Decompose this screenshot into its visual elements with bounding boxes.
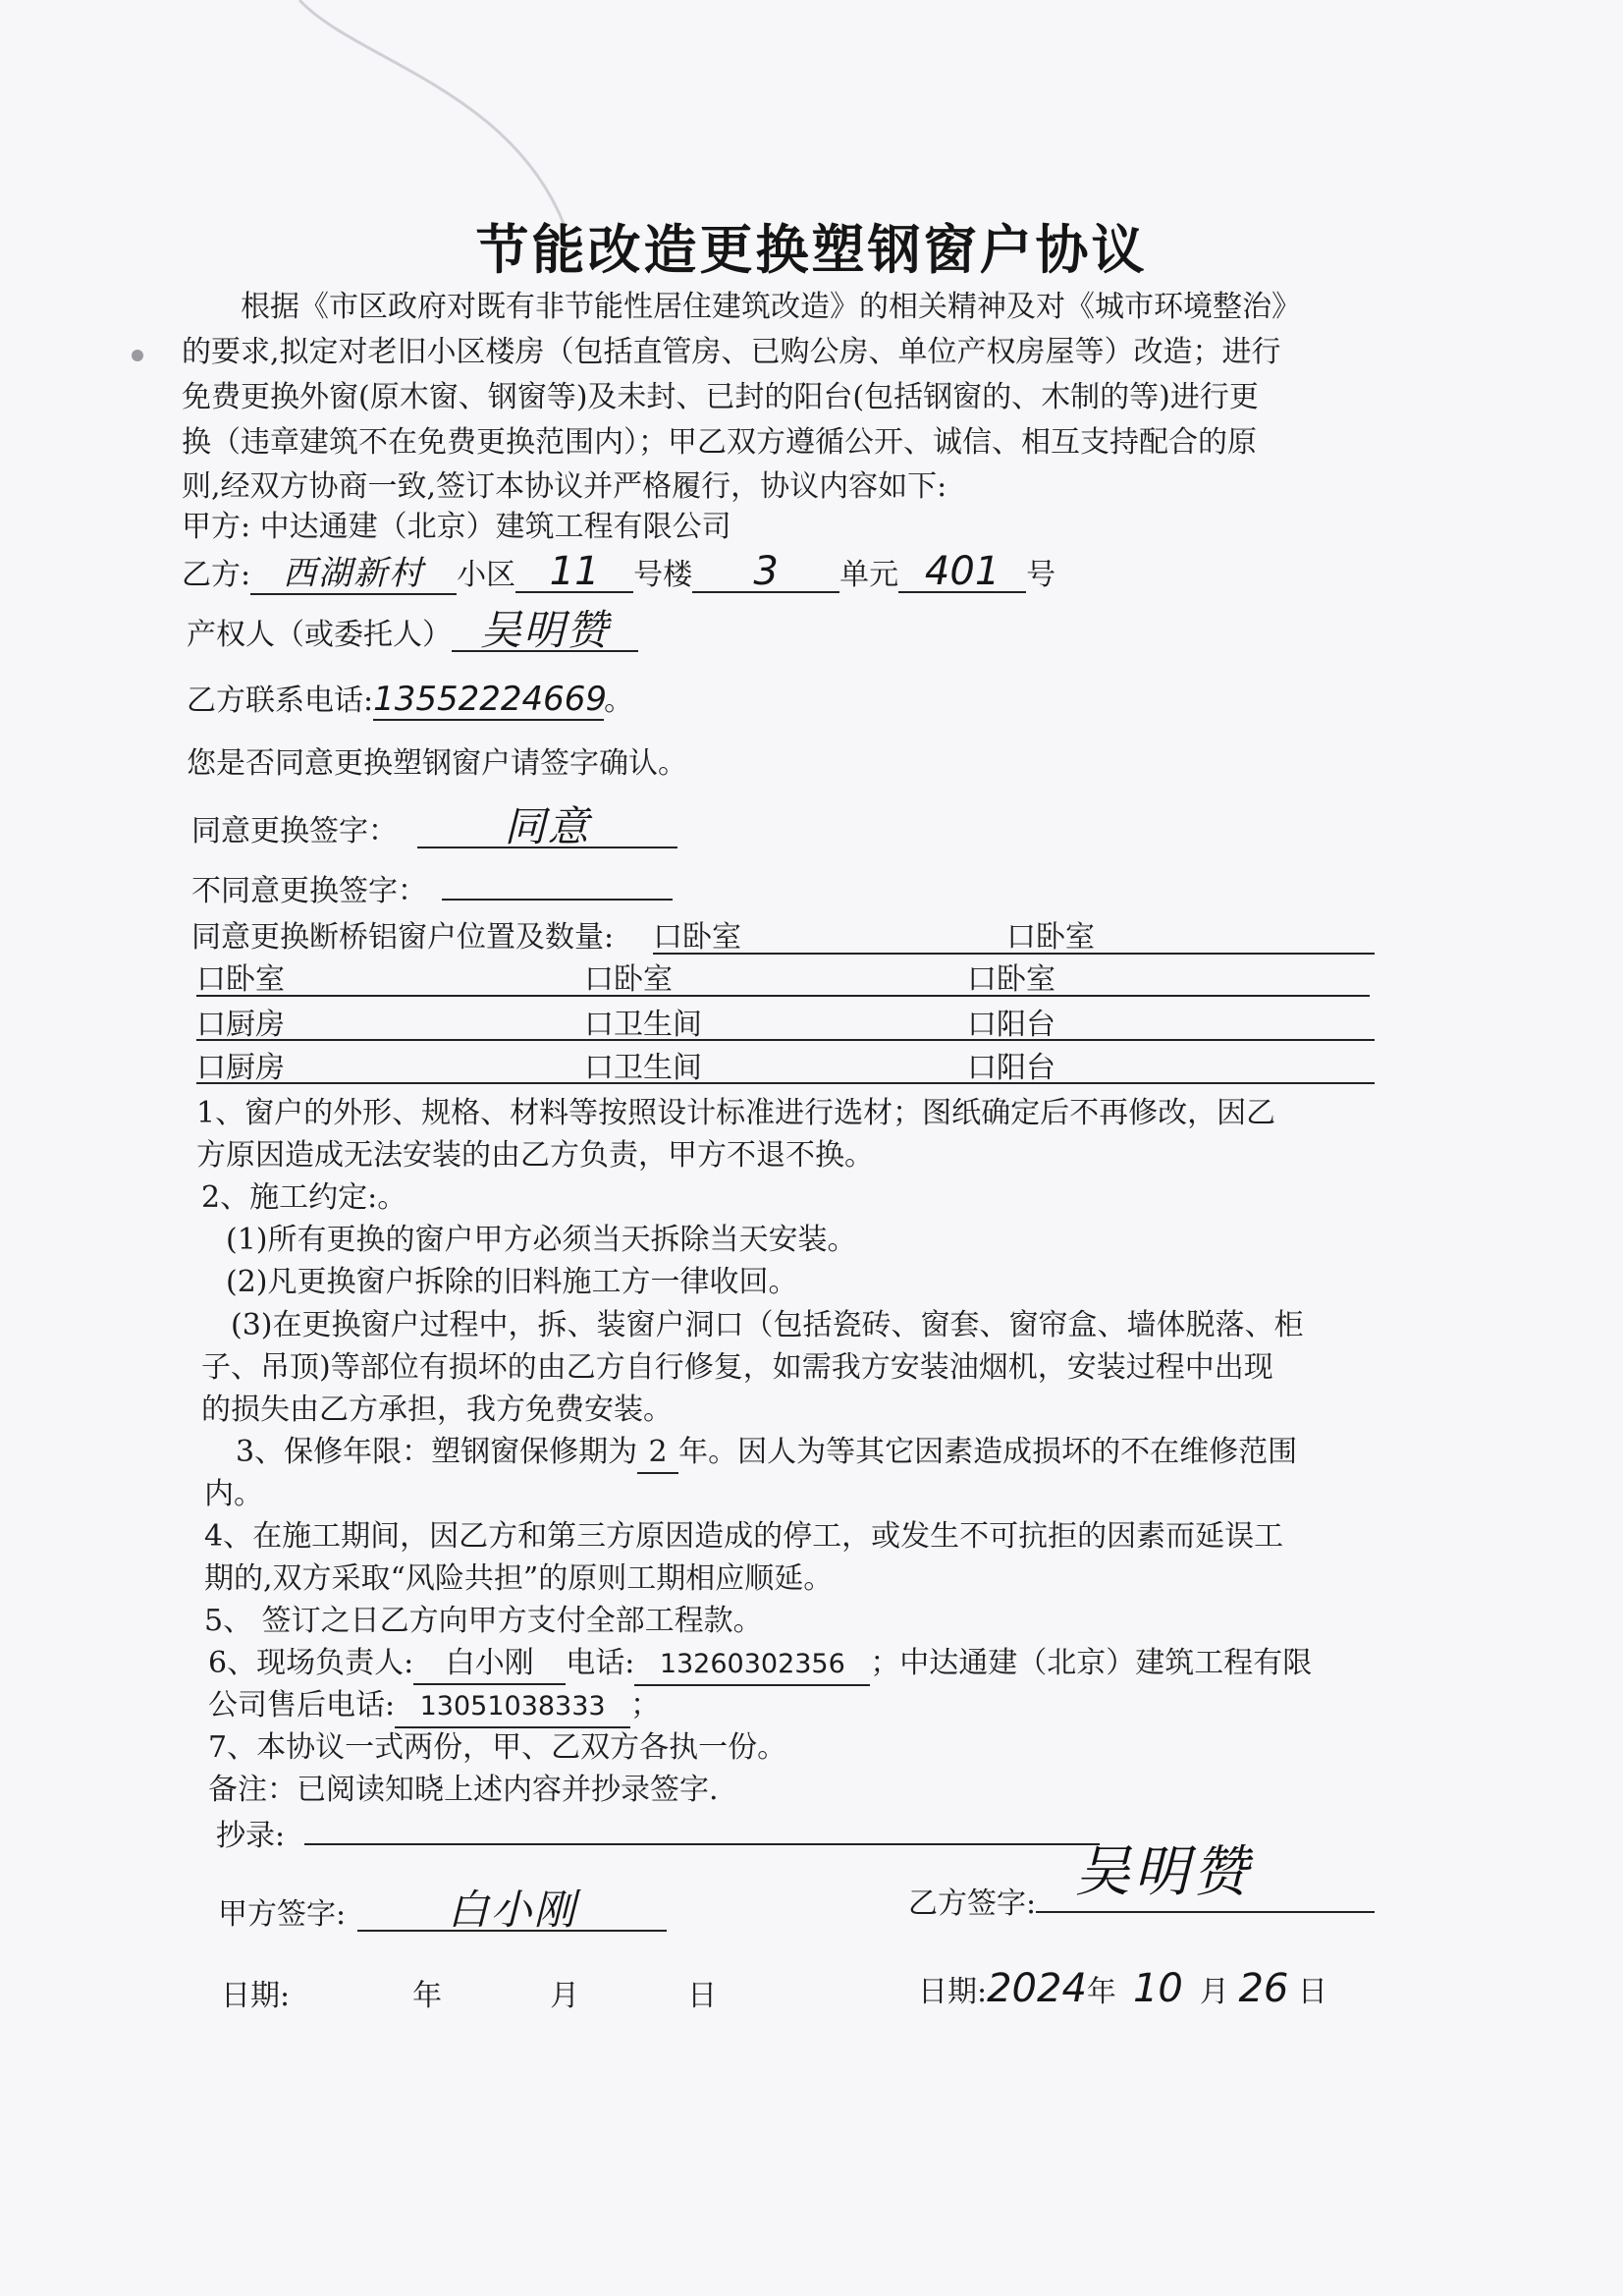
term-2-2: (2)凡更换窗户拆除的旧料施工方一律收回。 (226, 1265, 798, 1299)
owner-field[interactable]: 吴明赞 (452, 611, 638, 652)
windows-header-label: 同意更换断桥铝窗户位置及数量: (191, 920, 615, 955)
windows-checkbox[interactable]: 口卧室 (584, 962, 673, 997)
building-field[interactable]: 11 (515, 552, 633, 593)
agree-line (191, 802, 677, 851)
party-a-line (182, 508, 731, 547)
party-b-date-day-value[interactable]: 26 (1238, 1966, 1289, 2011)
windows-checkbox[interactable]: 口厨房 (196, 1008, 285, 1042)
party-a-date-line (221, 1977, 717, 2016)
owner-line (187, 606, 638, 655)
disagree-line (191, 869, 673, 911)
after-sales-label: 公司售后电话: (208, 1688, 396, 1722)
term-3-suffix: 年。因人为等其它因素造成损坏的不在维修范围 (678, 1435, 1298, 1469)
unit-suffix: 单元 (839, 558, 899, 592)
term-6-prefix: 6、现场负责人: (208, 1646, 414, 1680)
party-b-date-line (918, 1966, 1327, 2012)
disagree-signature-field[interactable] (442, 869, 673, 901)
intro-line-5: 则,经双方协商一致,签订本协议并严格履行，协议内容如下: (182, 469, 947, 504)
room-field[interactable]: 401 (898, 552, 1026, 593)
term-7: 7、本协议一式两份，甲、乙双方各执一份。 (208, 1730, 787, 1765)
intro-line-2: 的要求,拟定对老旧小区楼房（包括直管房、已购公房、单位产权房屋等）改造；进行 (182, 335, 1281, 369)
intro-line-4: 换（违章建筑不在免费更换范围内）；甲乙双方遵循公开、诚信、相互支持配合的原 (182, 425, 1257, 460)
windows-checkbox[interactable]: 口卧室 (653, 920, 741, 955)
party-a-signature-label: 甲方签字: (218, 1897, 347, 1932)
phone-line (187, 680, 633, 721)
windows-checkbox[interactable]: 口厨房 (196, 1051, 285, 1085)
party-b-date-year-value[interactable]: 2024 (987, 1966, 1087, 2011)
party-b-signature-handwriting: 吴明赞 (1075, 1840, 1252, 1904)
windows-checkbox[interactable]: 口阳台 (967, 1051, 1055, 1085)
windows-checkbox[interactable]: 口卧室 (196, 962, 285, 997)
owner-label: 产权人（或委托人） (187, 618, 452, 652)
copy-label: 抄录: (216, 1819, 286, 1853)
room-suffix: 号 (1026, 558, 1056, 592)
windows-checkbox[interactable]: 口卧室 (1006, 920, 1095, 955)
party-a-name: 中达通建（北京）建筑工程有限公司 (259, 510, 731, 544)
table-rule (196, 995, 1370, 997)
party-b-date-day: 日 (1297, 1975, 1327, 2009)
term-2: 2、施工约定:。 (201, 1180, 407, 1215)
party-a-signature-field[interactable]: 白小刚 (357, 1890, 667, 1932)
term-2-1: (1)所有更换的窗户甲方必须当天拆除当天安装。 (226, 1223, 857, 1257)
term-2-3-line-2: 子、吊顶)等部位有损坏的由乙方自行修复，如需我方安装油烟机，安装过程中出现 (201, 1350, 1273, 1385)
phone-field[interactable]: 13552224669 (373, 680, 608, 719)
windows-checkbox[interactable]: 口阳台 (967, 1008, 1055, 1042)
term-1-line-1: 1、窗户的外形、规格、材料等按照设计标准进行选材；图纸确定后不再修改，因乙 (196, 1096, 1276, 1130)
party-b-date-month-value[interactable]: 10 (1132, 1966, 1183, 2011)
copy-line (216, 1814, 1100, 1856)
term-6-line-2 (208, 1686, 660, 1728)
warranty-years-field[interactable]: 2 (637, 1433, 678, 1474)
intro-line-3: 免费更换外窗(原木窗、钢窗等)及未封、已封的阳台(包括钢窗的、木制的等)进行更 (182, 380, 1259, 414)
table-rule (196, 1039, 1375, 1041)
site-phone-label: 电话: (566, 1646, 635, 1680)
party-b-date-month: 月 (1199, 1975, 1229, 2009)
term-4-line-1: 4、在施工期间，因乙方和第三方原因造成的停工，或发生不可抗拒的因素而延误工 (204, 1519, 1284, 1554)
party-b-date-label: 日期: (918, 1975, 988, 2009)
term-3-prefix: 3、保修年限：塑钢窗保修期为 (236, 1435, 638, 1469)
community-suffix: 小区 (457, 558, 516, 592)
term-2-3-line-1: (3)在更换窗户过程中，拆、装窗户洞口（包括瓷砖、窗套、窗帘盒、墙体脱落、柜 (231, 1308, 1304, 1342)
agree-label: 同意更换签字： (191, 814, 398, 848)
unit-field[interactable]: 3 (692, 552, 839, 593)
party-a-label: 甲方: (182, 510, 260, 544)
community-field[interactable]: 西湖新村 (250, 554, 457, 595)
after-sales-end: ； (630, 1688, 661, 1722)
term-5: 5、 签订之日乙方向甲方支付全部工程款。 (204, 1604, 763, 1638)
windows-checkbox[interactable]: 口卫生间 (584, 1051, 702, 1085)
document-title: 节能改造更换塑钢窗户协议 (475, 219, 1148, 281)
term-6-line-1 (208, 1644, 1312, 1686)
party-b-label: 乙方: (182, 558, 251, 592)
party-a-signature-line (218, 1886, 667, 1935)
windows-checkbox[interactable]: 口卫生间 (584, 1008, 702, 1042)
party-a-date-label: 日期: (221, 1979, 291, 2013)
party-b-date-year: 年 (1086, 1975, 1116, 2009)
after-sales-phone-field[interactable]: 13051038333 (395, 1687, 630, 1728)
building-suffix: 号楼 (633, 558, 693, 592)
windows-checkbox[interactable]: 口卧室 (967, 962, 1055, 997)
term-6-suffix: ；中达通建（北京）建筑工程有限 (870, 1646, 1313, 1680)
table-rule (196, 1082, 1375, 1084)
note-line: 备注：已阅读知晓上述内容并抄录签字. (208, 1773, 719, 1807)
term-3-line-1 (236, 1433, 1297, 1474)
party-b-signature-label: 乙方签字: (908, 1886, 1037, 1921)
site-phone-field[interactable]: 13260302356 (634, 1645, 870, 1686)
table-rule (653, 953, 1375, 955)
party-a-date-month: 月 (550, 1979, 580, 2013)
phone-label: 乙方联系电话: (187, 683, 374, 718)
term-2-3-line-3: 的损失由乙方承担，我方免费安装。 (201, 1393, 673, 1427)
party-a-date-year: 年 (412, 1979, 443, 2013)
term-1-line-2: 方原因造成无法安装的由乙方负责，甲方不退不换。 (196, 1138, 874, 1173)
intro-line-1: 根据《市区政府对既有非节能性居住建筑改造》的相关精神及对《城市环境整治》 (241, 290, 1301, 324)
party-a-date-day: 日 (687, 1979, 718, 2013)
consent-question: 您是否同意更换塑钢窗户请签字确认。 (187, 746, 687, 781)
copy-field[interactable] (304, 1814, 1100, 1845)
party-b-line (182, 549, 1056, 595)
site-manager-field[interactable]: 白小刚 (413, 1644, 566, 1685)
disagree-label: 不同意更换签字： (191, 874, 427, 908)
term-4-line-2: 期的,双方采取“风险共担”的原则工期相应顺延。 (204, 1561, 834, 1596)
term-3-line-2: 内。 (204, 1477, 263, 1511)
agree-signature-field[interactable]: 同意 (417, 807, 677, 848)
phone-end: 。 (604, 683, 634, 718)
